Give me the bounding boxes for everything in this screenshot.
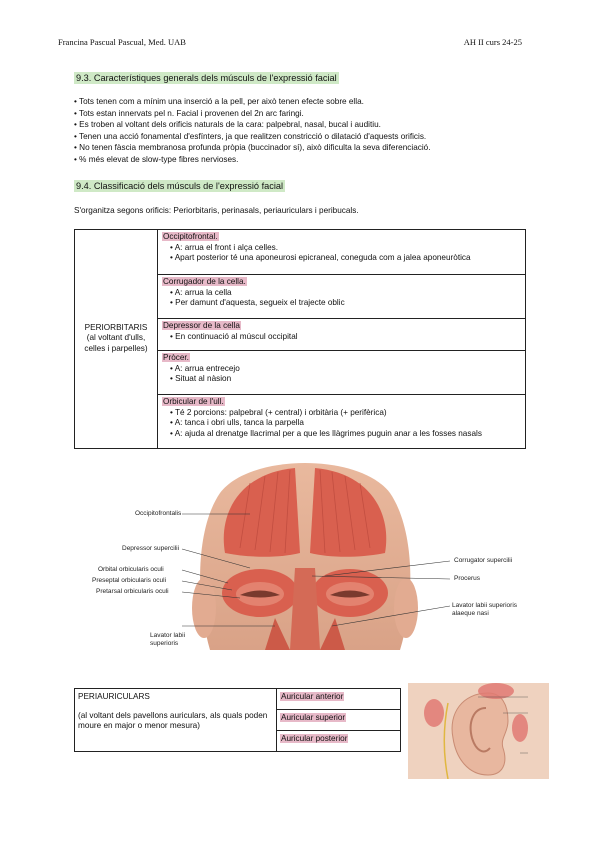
muscle-note: • A: arrua la cella: [170, 288, 521, 299]
label-levator-alaeque-2: alaeque nasi: [452, 610, 489, 617]
header-course: AH II curs 24-25: [463, 37, 522, 47]
bullet: • Tots tenen com a mínim una inserció a la pell, per això tenen efecte sobre ella.: [74, 97, 364, 106]
muscle-cell-corrugador: [158, 275, 526, 319]
muscle-cell-depressor: [158, 319, 526, 351]
section-9-4-title: 9.4. Classificació dels músculs de l'expressió facial: [76, 181, 284, 191]
periauriculars-table: [74, 688, 401, 752]
muscle-cell: [277, 731, 401, 752]
category-title: PERIORBITARIS: [84, 322, 148, 332]
muscle-name: Auricular posterior: [281, 734, 348, 743]
muscle-note: • A: tanca i obri ulls, tanca la parpella: [170, 418, 521, 429]
face-illustration: [100, 458, 512, 650]
muscle-note: • En continuació al múscul occipital: [170, 332, 521, 343]
muscle-note: • A: arrua el front i alça celles.: [170, 243, 521, 254]
muscle-note: • Té 2 porcions: palpebral (+ central) i orbitària (+ perifèrica): [170, 408, 521, 419]
label-levator-alaeque: Lavator labii superioris: [452, 602, 518, 609]
section-9-3-title: 9.3. Característiques generals dels músculs de l'expressió facial: [76, 73, 337, 83]
label-lavator-labii: Lavator labii: [150, 632, 186, 639]
bullet: • Tenen una acció fonamental d'esfínters, ja que realitzen constricció o dilatació d'aquests orificis.: [74, 131, 427, 141]
muscle-name: Pròcer.: [163, 353, 189, 362]
bullet: • No tenen fàscia membranosa profunda pròpia (buccinador sí), això dificulta la seva diferenciació.: [74, 143, 431, 152]
muscle-cell-orbicular: [158, 395, 526, 449]
label-occipitofrontalis: Occipitofrontalis: [135, 510, 182, 517]
facial-muscles-figure: [92, 458, 518, 650]
label-depressor-supercilii: Depressor supercilii: [122, 545, 180, 552]
muscle-cell: [277, 689, 401, 710]
label-preseptal-orbicularis: Preseptal orbicularis oculi: [92, 577, 167, 584]
label-corrugator-supercilii: Corrugator supercilii: [454, 557, 513, 564]
muscle-note: • Apart posterior té una aponeurosi epicraneal, coneguda com a jalea aponeuròtica: [170, 253, 521, 264]
section-9-4-intro: S'organitza segons orificis: Periorbitaris, perinasals, periauriculars i peribucals.: [74, 206, 359, 215]
bullet: • Es troben al voltant dels orificis naturals de la cara: palpebral, nasal, bucal i auditiu.: [74, 120, 381, 129]
category-title: PERIAURICULARS: [78, 692, 150, 701]
muscle-name: Corrugador de la cella.: [163, 277, 246, 286]
muscle-note: • Per damunt d'aquesta, segueix el trajecte oblic: [170, 298, 521, 309]
muscle-name: Orbicular de l'ull.: [163, 397, 224, 406]
section-9-3-bullets: [74, 96, 534, 165]
category-subtitle: (al voltant d'ulls, celles i parpelles): [84, 333, 148, 353]
muscle-name: Auricular superior: [281, 713, 346, 722]
bullet: • Tots estan innervats pel n. Facial i provenen del 2n arc faringi.: [74, 108, 304, 118]
header-author: Francina Pascual Pascual, Med. UAB: [58, 37, 186, 47]
muscle-cell-occipitofrontal: [158, 230, 526, 275]
ear-illustration: [408, 683, 549, 779]
muscle-name: Depressor de la cella: [163, 321, 240, 330]
label-orbital-orbicularis: Orbital orbicularis oculi: [98, 566, 164, 573]
label-procerus: Procerus: [454, 575, 481, 582]
muscle-name: Auricular anterior: [281, 692, 344, 701]
category-cell: [75, 230, 158, 449]
category-subtitle: (al voltant dels pavellons auriculars, als quals poden moure en major o menor mesura): [78, 710, 268, 730]
muscle-cell: [277, 710, 401, 731]
label-lavator-labii-2: superioris: [150, 640, 179, 647]
muscle-cell-procer: [158, 351, 526, 395]
muscle-note: • A: ajuda al drenatge llacrimal per a que les llàgrimes puguin anar a les fosses nasals: [170, 429, 521, 440]
muscle-name: Occipitofrontal.: [163, 232, 218, 241]
muscle-note: • Situat al nàsion: [170, 374, 521, 385]
ear-muscles-figure: [408, 683, 549, 779]
muscle-note: • A: arrua entrecejo: [170, 364, 521, 375]
label-pretarsal-orbicularis: Pretarsal orbicularis oculi: [96, 588, 169, 595]
periorbitaris-table: [74, 229, 526, 449]
category-cell: [75, 689, 277, 752]
bullet: • % més elevat de slow-type fibres nervioses.: [74, 154, 239, 164]
